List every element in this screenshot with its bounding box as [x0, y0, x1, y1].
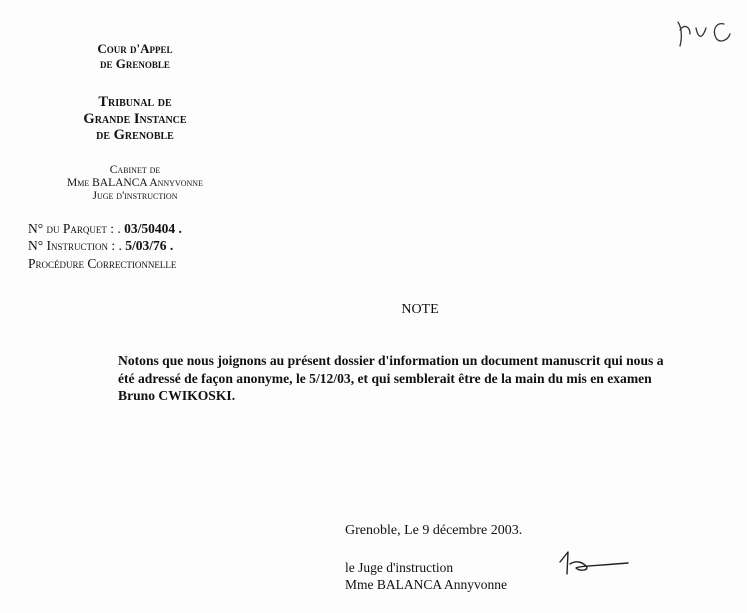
signer-block [345, 560, 507, 594]
court-line-1: Cour d'Appel [97, 41, 173, 56]
note-body [118, 352, 718, 405]
handwritten-signature [520, 540, 630, 580]
body-line-3: Bruno CWIKOSKI. [118, 388, 236, 404]
tribunal-line-3: de Grenoble [96, 127, 174, 144]
cabinet-line-3: Juge d'instruction [92, 190, 178, 203]
signer-name: Mme BALANCA Annyvonne [345, 576, 507, 592]
handwritten-initials-mark [672, 14, 742, 54]
parquet-label: N° du Parquet : . [28, 221, 121, 236]
place-and-date: Grenoble, Le 9 décembre 2003. [345, 523, 523, 538]
cabinet-line-2: Mme BALANCA Annyvonne [67, 177, 203, 190]
instruction-value: 5/03/76 . [121, 238, 174, 254]
case-references [28, 220, 182, 272]
cabinet-line-1: Cabinet de [109, 164, 161, 176]
procedure-type: Procédure Correctionnelle [28, 255, 177, 271]
signer-role: le Juge d'instruction [345, 560, 454, 575]
document-title: NOTE [401, 302, 439, 317]
parquet-reference [28, 220, 182, 237]
body-line-2: été adressé de façon anonyme, le 5/12/03, et qui semblerait être de la main du mis en examen [118, 370, 652, 386]
court-line-2: de Grenoble [100, 55, 170, 71]
tribunal-line-1: Tribunal de [98, 94, 172, 110]
cabinet-heading [40, 164, 230, 204]
tribunal-line-2: Grande Instance [83, 110, 187, 127]
court-heading [70, 42, 200, 72]
instruction-reference [28, 237, 182, 254]
parquet-value: 03/50404 . [120, 221, 182, 236]
tribunal-heading [55, 94, 215, 144]
body-line-1: Notons que nous joignons au présent dossier d'information un document manuscrit qui nous a [118, 353, 664, 368]
instruction-label: N° Instruction : . [28, 238, 122, 254]
